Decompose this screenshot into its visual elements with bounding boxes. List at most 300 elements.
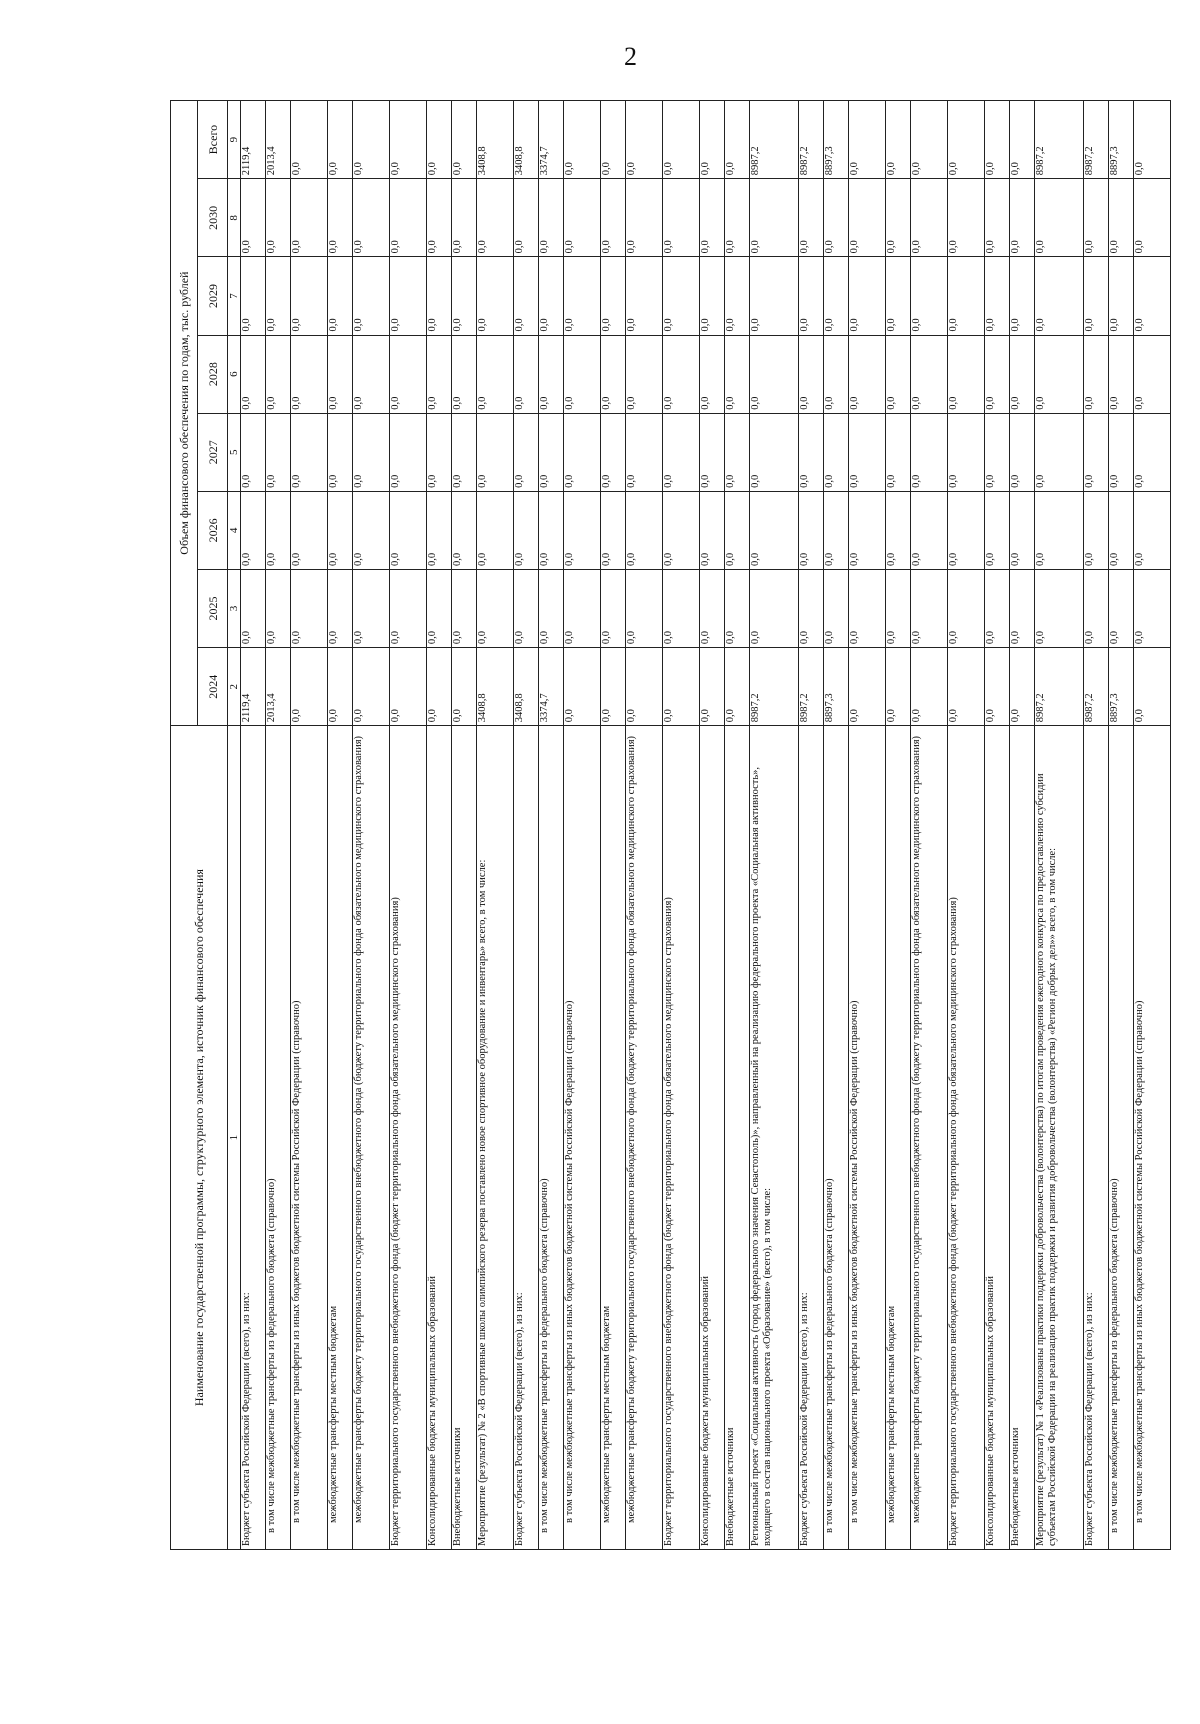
cell-value: 0,0: [353, 648, 390, 726]
cell-value: 0,0: [427, 413, 452, 491]
cell-value: 0,0: [241, 335, 266, 413]
cell-value: 0,0: [291, 491, 328, 569]
cell-value: 0,0: [1109, 257, 1134, 335]
cell-value: 0,0: [539, 569, 564, 647]
cell-value: 0,0: [477, 491, 514, 569]
cell-value: 0,0: [849, 257, 886, 335]
cell-value: 0,0: [328, 257, 353, 335]
cell-value: 0,0: [750, 257, 799, 335]
cell-value: 0,0: [601, 648, 626, 726]
cell-total: 0,0: [911, 101, 948, 179]
cell-value: 0,0: [799, 413, 824, 491]
cell-value: 0,0: [849, 491, 886, 569]
cell-value: 0,0: [948, 257, 985, 335]
cell-value: 0,0: [390, 648, 427, 726]
cell-value: 0,0: [601, 257, 626, 335]
table-row: [241, 101, 266, 1550]
cell-value: 0,0: [799, 335, 824, 413]
table-row: [663, 101, 700, 1550]
cell-value: 0,0: [1035, 491, 1084, 569]
cell-total: 0,0: [564, 101, 601, 179]
cell-value: 0,0: [725, 648, 750, 726]
cell-value: 0,0: [353, 413, 390, 491]
cell-value: 0,0: [849, 179, 886, 257]
row-label: межбюджетные трансферты местным бюджетам: [601, 726, 626, 1550]
header-year: 2030: [198, 179, 228, 257]
cell-total: 0,0: [663, 101, 700, 179]
cell-value: 0,0: [564, 569, 601, 647]
cell-value: 0,0: [353, 257, 390, 335]
cell-value: 0,0: [663, 491, 700, 569]
column-number: 9: [228, 101, 241, 179]
cell-value: 0,0: [328, 335, 353, 413]
cell-value: 0,0: [601, 491, 626, 569]
table-row: [1109, 101, 1134, 1550]
cell-total: 8987,2: [1035, 101, 1084, 179]
cell-value: 0,0: [601, 179, 626, 257]
cell-value: 8987,2: [1084, 648, 1109, 726]
cell-total: 0,0: [427, 101, 452, 179]
cell-value: 0,0: [564, 335, 601, 413]
cell-value: 0,0: [291, 648, 328, 726]
cell-value: 0,0: [241, 257, 266, 335]
cell-value: 0,0: [626, 491, 663, 569]
cell-value: 0,0: [514, 179, 539, 257]
row-label: в том числе межбюджетные трансферты из федерального бюджета (справочно): [824, 726, 849, 1550]
cell-value: 0,0: [1084, 179, 1109, 257]
table-row: [886, 101, 911, 1550]
cell-value: 0,0: [626, 413, 663, 491]
cell-value: 0,0: [1109, 335, 1134, 413]
cell-value: 0,0: [849, 648, 886, 726]
cell-value: 0,0: [824, 569, 849, 647]
cell-value: 0,0: [663, 257, 700, 335]
cell-total: 0,0: [948, 101, 985, 179]
cell-value: 0,0: [700, 491, 725, 569]
row-label: Внебюджетные источники: [452, 726, 477, 1550]
cell-value: 0,0: [1010, 491, 1035, 569]
cell-value: 0,0: [291, 179, 328, 257]
cell-value: 0,0: [626, 335, 663, 413]
row-label: Консолидированные бюджеты муниципальных образований: [985, 726, 1010, 1550]
cell-value: 0,0: [1134, 491, 1171, 569]
cell-value: 0,0: [1109, 179, 1134, 257]
row-label: межбюджетные трансферты местным бюджетам: [328, 726, 353, 1550]
cell-value: 3408,8: [477, 648, 514, 726]
row-label: Бюджет субъекта Российской Федерации (всего), из них:: [1084, 726, 1109, 1550]
cell-value: 0,0: [452, 257, 477, 335]
cell-value: 0,0: [985, 335, 1010, 413]
cell-value: 0,0: [626, 569, 663, 647]
table-row: [266, 101, 291, 1550]
row-label: в том числе межбюджетные трансферты из федерального бюджета (справочно): [539, 726, 564, 1550]
cell-total: 0,0: [849, 101, 886, 179]
cell-value: 0,0: [390, 491, 427, 569]
financing-table: [170, 100, 1171, 1550]
cell-value: 0,0: [291, 335, 328, 413]
cell-value: 0,0: [1010, 257, 1035, 335]
cell-total: 0,0: [725, 101, 750, 179]
row-label: межбюджетные трансферты местным бюджетам: [886, 726, 911, 1550]
cell-value: 0,0: [353, 491, 390, 569]
cell-value: 0,0: [1134, 648, 1171, 726]
cell-value: 0,0: [514, 491, 539, 569]
cell-value: 0,0: [241, 491, 266, 569]
cell-value: 0,0: [452, 335, 477, 413]
cell-value: 0,0: [427, 257, 452, 335]
cell-value: 0,0: [241, 179, 266, 257]
cell-value: 0,0: [328, 413, 353, 491]
table-row: [390, 101, 427, 1550]
cell-value: 0,0: [985, 413, 1010, 491]
cell-value: 0,0: [849, 335, 886, 413]
cell-value: 0,0: [1084, 491, 1109, 569]
cell-value: 0,0: [1010, 335, 1035, 413]
cell-value: 0,0: [601, 335, 626, 413]
cell-value: 0,0: [799, 491, 824, 569]
table-row: [948, 101, 985, 1550]
cell-value: 0,0: [564, 179, 601, 257]
table-row: [427, 101, 452, 1550]
cell-value: 0,0: [564, 413, 601, 491]
cell-value: 0,0: [886, 335, 911, 413]
column-number: 4: [228, 491, 241, 569]
cell-value: 0,0: [886, 179, 911, 257]
cell-value: 0,0: [427, 569, 452, 647]
cell-value: 0,0: [626, 179, 663, 257]
cell-total: 8987,2: [1084, 101, 1109, 179]
cell-value: 0,0: [328, 648, 353, 726]
cell-value: 0,0: [427, 648, 452, 726]
table-row: [725, 101, 750, 1550]
cell-value: 0,0: [799, 569, 824, 647]
cell-value: 0,0: [390, 413, 427, 491]
cell-value: 0,0: [700, 179, 725, 257]
cell-value: 0,0: [985, 179, 1010, 257]
cell-value: 0,0: [353, 179, 390, 257]
row-label: Бюджет субъекта Российской Федерации (всего), из них:: [514, 726, 539, 1550]
cell-value: 0,0: [266, 569, 291, 647]
cell-value: 0,0: [477, 569, 514, 647]
cell-value: 0,0: [564, 648, 601, 726]
cell-value: 0,0: [477, 413, 514, 491]
table-row: [452, 101, 477, 1550]
cell-total: 2119,4: [241, 101, 266, 179]
cell-value: 0,0: [452, 491, 477, 569]
cell-value: 0,0: [1010, 569, 1035, 647]
cell-value: 0,0: [985, 569, 1010, 647]
table-row: [514, 101, 539, 1550]
cell-value: 3374,7: [539, 648, 564, 726]
cell-value: 0,0: [452, 648, 477, 726]
cell-value: 0,0: [1035, 179, 1084, 257]
column-numbers-row: [228, 101, 241, 1550]
cell-value: 0,0: [911, 569, 948, 647]
table-row: [849, 101, 886, 1550]
cell-value: 0,0: [985, 257, 1010, 335]
cell-value: 0,0: [1109, 413, 1134, 491]
header-year: 2024: [198, 648, 228, 726]
cell-value: 0,0: [725, 179, 750, 257]
cell-value: 0,0: [241, 569, 266, 647]
cell-value: 0,0: [390, 335, 427, 413]
cell-value: 0,0: [663, 179, 700, 257]
cell-value: 0,0: [700, 335, 725, 413]
cell-value: 0,0: [700, 257, 725, 335]
row-label: в том числе межбюджетные трансферты из федерального бюджета (справочно): [266, 726, 291, 1550]
cell-value: 0,0: [849, 413, 886, 491]
cell-value: 0,0: [328, 179, 353, 257]
cell-value: 0,0: [725, 413, 750, 491]
cell-value: 0,0: [725, 257, 750, 335]
header-year: 2028: [198, 335, 228, 413]
cell-total: 0,0: [328, 101, 353, 179]
row-label: Бюджет субъекта Российской Федерации (всего), из них:: [241, 726, 266, 1550]
row-label: Мероприятие (результат) № 1 «Реализованы практики поддержки добровольчества (волонтерства) по итогам проведения ежегодного конкурса по предоставлению субсидии субъектам Российской Федерации на реализацию практик поддержки и развития добровольчества (волонтерства) «Регион добрых дел»» всего, в том числе:: [1035, 726, 1084, 1550]
header-name-column: Наименование государственной программы, структурного элемента, источник финансового обеспечения: [171, 726, 228, 1550]
column-number: 6: [228, 335, 241, 413]
cell-value: 0,0: [539, 257, 564, 335]
cell-value: 0,0: [663, 648, 700, 726]
cell-value: 0,0: [663, 335, 700, 413]
row-label: Региональный проект «Социальная активность (город федерального значения Севастополь)», направленный на реализацию федерального проекта «Социальная активность», входящего в состав национального проекта «Образование» (всего), в том числе:: [750, 726, 799, 1550]
cell-value: 0,0: [886, 413, 911, 491]
cell-value: 0,0: [1084, 413, 1109, 491]
row-label: межбюджетные трансферты бюджету территориального государственного внебюджетного фонда (бюджету территориального фонда обязательного медицинского страхования): [626, 726, 663, 1550]
cell-value: 0,0: [700, 413, 725, 491]
cell-value: 0,0: [452, 413, 477, 491]
cell-value: 0,0: [663, 569, 700, 647]
cell-value: 0,0: [477, 257, 514, 335]
cell-value: 8987,2: [1035, 648, 1084, 726]
cell-value: 0,0: [948, 179, 985, 257]
cell-value: 0,0: [539, 491, 564, 569]
cell-value: 0,0: [700, 648, 725, 726]
cell-value: 0,0: [1134, 257, 1171, 335]
cell-value: 0,0: [390, 257, 427, 335]
cell-value: 0,0: [886, 569, 911, 647]
cell-value: 0,0: [948, 491, 985, 569]
cell-value: 0,0: [948, 413, 985, 491]
header-year: 2029: [198, 257, 228, 335]
table-row: [799, 101, 824, 1550]
cell-value: 8897,3: [1109, 648, 1134, 726]
cell-value: 0,0: [886, 648, 911, 726]
page-number: 2: [624, 42, 637, 71]
row-label: Внебюджетные источники: [725, 726, 750, 1550]
cell-value: 0,0: [266, 257, 291, 335]
cell-value: 0,0: [886, 491, 911, 569]
row-label: Внебюджетные источники: [1010, 726, 1035, 1550]
cell-value: 0,0: [539, 179, 564, 257]
cell-value: 0,0: [824, 257, 849, 335]
row-label: Бюджет субъекта Российской Федерации (всего), из них:: [799, 726, 824, 1550]
row-label: в том числе межбюджетные трансферты из иных бюджетов бюджетной системы Российской Федерации (справочно): [291, 726, 328, 1550]
row-label: Бюджет территориального государственного внебюджетного фонда (бюджет территориального фонда обязательного медицинского страхования): [390, 726, 427, 1550]
cell-value: 0,0: [911, 335, 948, 413]
column-number: 2: [228, 648, 241, 726]
table-row: [291, 101, 328, 1550]
cell-value: 0,0: [427, 179, 452, 257]
table-row: [824, 101, 849, 1550]
cell-value: 0,0: [1134, 413, 1171, 491]
cell-value: 0,0: [1084, 569, 1109, 647]
cell-value: 0,0: [750, 179, 799, 257]
cell-value: 0,0: [328, 491, 353, 569]
table-row: [564, 101, 601, 1550]
cell-value: 0,0: [725, 335, 750, 413]
header-group-title: Объем финансового обеспечения по годам, тыс. рублей: [171, 101, 198, 726]
cell-value: 0,0: [427, 491, 452, 569]
cell-value: 0,0: [824, 179, 849, 257]
cell-value: 0,0: [985, 648, 1010, 726]
table-row: [1010, 101, 1035, 1550]
row-label: в том числе межбюджетные трансферты из федерального бюджета (справочно): [1109, 726, 1134, 1550]
cell-value: 0,0: [626, 257, 663, 335]
cell-value: 0,0: [911, 413, 948, 491]
row-label: межбюджетные трансферты бюджету территориального государственного внебюджетного фонда (бюджету территориального фонда обязательного медицинского страхования): [353, 726, 390, 1550]
cell-value: 8987,2: [799, 648, 824, 726]
cell-total: 8897,3: [824, 101, 849, 179]
row-label: Бюджет территориального государственного внебюджетного фонда (бюджет территориального фонда обязательного медицинского страхования): [663, 726, 700, 1550]
cell-value: 0,0: [1010, 648, 1035, 726]
table-row: [477, 101, 514, 1550]
cell-value: 0,0: [514, 413, 539, 491]
cell-value: 0,0: [291, 569, 328, 647]
table-row: [539, 101, 564, 1550]
cell-value: 0,0: [514, 569, 539, 647]
row-label: в том числе межбюджетные трансферты из иных бюджетов бюджетной системы Российской Федерации (справочно): [849, 726, 886, 1550]
cell-value: 0,0: [911, 179, 948, 257]
cell-value: 2013,4: [266, 648, 291, 726]
cell-total: 8897,3: [1109, 101, 1134, 179]
cell-value: 8987,2: [750, 648, 799, 726]
cell-total: 0,0: [452, 101, 477, 179]
table-row: [328, 101, 353, 1550]
cell-value: 0,0: [1109, 569, 1134, 647]
cell-value: 0,0: [750, 413, 799, 491]
cell-value: 0,0: [1134, 335, 1171, 413]
cell-value: 0,0: [477, 179, 514, 257]
cell-total: 2013,4: [266, 101, 291, 179]
cell-value: 3408,8: [514, 648, 539, 726]
cell-value: 0,0: [539, 413, 564, 491]
financing-table-rotated: [170, 100, 1148, 1550]
cell-value: 0,0: [824, 335, 849, 413]
cell-value: 0,0: [601, 569, 626, 647]
cell-value: 0,0: [948, 569, 985, 647]
table-row: [353, 101, 390, 1550]
cell-value: 0,0: [390, 179, 427, 257]
table-row: [750, 101, 799, 1550]
cell-total: 0,0: [291, 101, 328, 179]
table-row: [911, 101, 948, 1550]
cell-value: 0,0: [564, 257, 601, 335]
cell-value: 0,0: [700, 569, 725, 647]
header-year: 2026: [198, 491, 228, 569]
cell-value: 0,0: [241, 413, 266, 491]
row-label: в том числе межбюджетные трансферты из иных бюджетов бюджетной системы Российской Федерации (справочно): [1134, 726, 1171, 1550]
cell-value: 0,0: [514, 335, 539, 413]
cell-total: 0,0: [390, 101, 427, 179]
cell-value: 0,0: [353, 569, 390, 647]
cell-value: 0,0: [452, 179, 477, 257]
column-number: 5: [228, 413, 241, 491]
cell-value: 2119,4: [241, 648, 266, 726]
cell-value: 0,0: [1134, 179, 1171, 257]
cell-value: 0,0: [427, 335, 452, 413]
table-row: [601, 101, 626, 1550]
header-row-1: [171, 101, 198, 1550]
cell-value: 0,0: [799, 257, 824, 335]
cell-value: 0,0: [849, 569, 886, 647]
cell-value: 0,0: [1010, 179, 1035, 257]
cell-value: 0,0: [514, 257, 539, 335]
cell-value: 0,0: [1134, 569, 1171, 647]
cell-value: 0,0: [266, 491, 291, 569]
header-total: Всего: [198, 101, 228, 179]
cell-value: 0,0: [266, 335, 291, 413]
cell-value: 0,0: [564, 491, 601, 569]
row-label: в том числе межбюджетные трансферты из иных бюджетов бюджетной системы Российской Федерации (справочно): [564, 726, 601, 1550]
table-row: [700, 101, 725, 1550]
cell-total: 3408,8: [477, 101, 514, 179]
cell-value: 0,0: [886, 257, 911, 335]
cell-value: 0,0: [452, 569, 477, 647]
cell-value: 0,0: [948, 335, 985, 413]
row-label: Мероприятие (результат) № 2 «В спортивные школы олимпийского резерва поставлено новое спортивное оборудование и инвентарь» всего, в том числе:: [477, 726, 514, 1550]
cell-total: 3408,8: [514, 101, 539, 179]
column-number: 7: [228, 257, 241, 335]
cell-total: 0,0: [626, 101, 663, 179]
cell-total: 0,0: [886, 101, 911, 179]
cell-value: 0,0: [390, 569, 427, 647]
cell-value: 0,0: [725, 569, 750, 647]
row-label: Консолидированные бюджеты муниципальных образований: [427, 726, 452, 1550]
cell-value: 0,0: [266, 413, 291, 491]
cell-total: 0,0: [601, 101, 626, 179]
cell-value: 0,0: [291, 413, 328, 491]
cell-value: 8897,3: [824, 648, 849, 726]
cell-value: 0,0: [824, 413, 849, 491]
cell-value: 0,0: [799, 179, 824, 257]
cell-value: 0,0: [750, 569, 799, 647]
cell-total: 8987,2: [750, 101, 799, 179]
cell-value: 0,0: [477, 335, 514, 413]
cell-value: 0,0: [601, 413, 626, 491]
cell-total: 3374,7: [539, 101, 564, 179]
cell-value: 0,0: [291, 257, 328, 335]
header-year: 2027: [198, 413, 228, 491]
cell-value: 0,0: [1035, 335, 1084, 413]
table-row: [1134, 101, 1171, 1550]
cell-total: 0,0: [353, 101, 390, 179]
cell-value: 0,0: [911, 257, 948, 335]
cell-total: 0,0: [1010, 101, 1035, 179]
cell-value: 0,0: [985, 491, 1010, 569]
cell-value: 0,0: [353, 335, 390, 413]
column-number: 1: [228, 726, 241, 1550]
cell-value: 0,0: [1084, 335, 1109, 413]
cell-value: 0,0: [911, 648, 948, 726]
row-label: Бюджет территориального государственного внебюджетного фонда (бюджет территориального фонда обязательного медицинского страхования): [948, 726, 985, 1550]
cell-value: 0,0: [725, 491, 750, 569]
column-number: 8: [228, 179, 241, 257]
cell-value: 0,0: [1084, 257, 1109, 335]
table-row: [985, 101, 1010, 1550]
row-label: межбюджетные трансферты бюджету территориального государственного внебюджетного фонда (бюджету территориального фонда обязательного медицинского страхования): [911, 726, 948, 1550]
cell-value: 0,0: [1010, 413, 1035, 491]
